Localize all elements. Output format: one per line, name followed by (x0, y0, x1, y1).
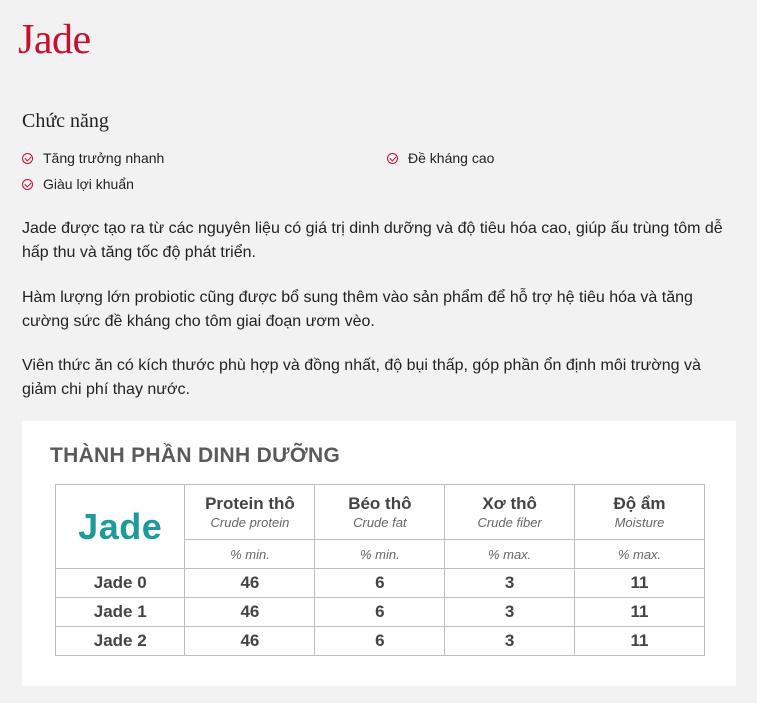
nutrition-heading: THÀNH PHẦN DINH DƯỠNG (50, 444, 341, 467)
nutrition-card (22, 421, 736, 686)
value-cell: 6 (315, 627, 445, 656)
feature-item (387, 150, 494, 166)
column-header-vn: Độ ẩm (613, 493, 666, 513)
function-heading: Chức năng (22, 110, 109, 132)
row-label: Jade 2 (56, 627, 185, 656)
value-cell: 46 (185, 569, 315, 598)
column-header (445, 485, 575, 540)
feature-item (22, 150, 164, 166)
unit-cell: % max. (445, 540, 575, 569)
unit-cell: % max. (575, 540, 705, 569)
check-circle-icon (22, 179, 33, 190)
column-header-vn: Protein thô (205, 493, 295, 513)
table-header-row (56, 485, 705, 540)
description-paragraph: Jade được tạo ra từ các nguyên liệu có giá trị dinh dưỡng và độ tiêu hóa cao, giúp ấu trùng tôm dễ hấp thu và tăng tốc độ phát triển. (22, 220, 723, 261)
value-cell: 3 (445, 627, 575, 656)
value-cell: 11 (575, 598, 705, 627)
feature-label: Giàu lợi khuẩn (43, 176, 134, 192)
value-cell: 46 (185, 627, 315, 656)
feature-label: Tăng trưởng nhanh (43, 150, 165, 166)
value-cell: 3 (445, 598, 575, 627)
column-header-en: Crude protein (210, 514, 290, 530)
value-cell: 3 (445, 569, 575, 598)
check-circle-icon (22, 153, 33, 164)
product-title: Jade (18, 17, 91, 63)
row-label: Jade 0 (56, 569, 185, 598)
description-paragraph: Hàm lượng lớn probiotic cũng được bổ sung thêm vào sản phẩm để hỗ trợ hệ tiêu hóa và tăng cường sức đề kháng cho tôm giai đoạn ươm vèo. (22, 289, 693, 330)
column-header-vn: Béo thô (348, 493, 412, 513)
unit-cell: % min. (185, 540, 315, 569)
feature-list (22, 150, 742, 200)
value-cell: 6 (315, 569, 445, 598)
table-row (56, 627, 705, 656)
value-cell: 6 (315, 598, 445, 627)
value-cell: 11 (575, 627, 705, 656)
description-paragraph: Viên thức ăn có kích thước phù hợp và đồng nhất, độ bụi thấp, góp phần ổn định môi trường và giảm chi phí thay nước. (22, 357, 701, 398)
feature-label: Đề kháng cao (408, 150, 495, 166)
feature-item (22, 176, 134, 192)
value-cell: 46 (185, 598, 315, 627)
brand-logo-text: Jade (56, 485, 185, 569)
column-header (315, 485, 445, 540)
column-header (575, 485, 705, 540)
check-circle-icon (387, 153, 398, 164)
column-header-en: Moisture (614, 514, 665, 530)
nutrition-table (55, 484, 705, 656)
column-header-vn: Xơ thô (482, 493, 537, 513)
column-header (185, 485, 315, 540)
column-header-en: Crude fat (353, 514, 407, 530)
unit-cell: % min. (315, 540, 445, 569)
table-row (56, 598, 705, 627)
value-cell: 11 (575, 569, 705, 598)
row-label: Jade 1 (56, 598, 185, 627)
column-header-en: Crude fiber (477, 514, 542, 530)
table-row (56, 569, 705, 598)
